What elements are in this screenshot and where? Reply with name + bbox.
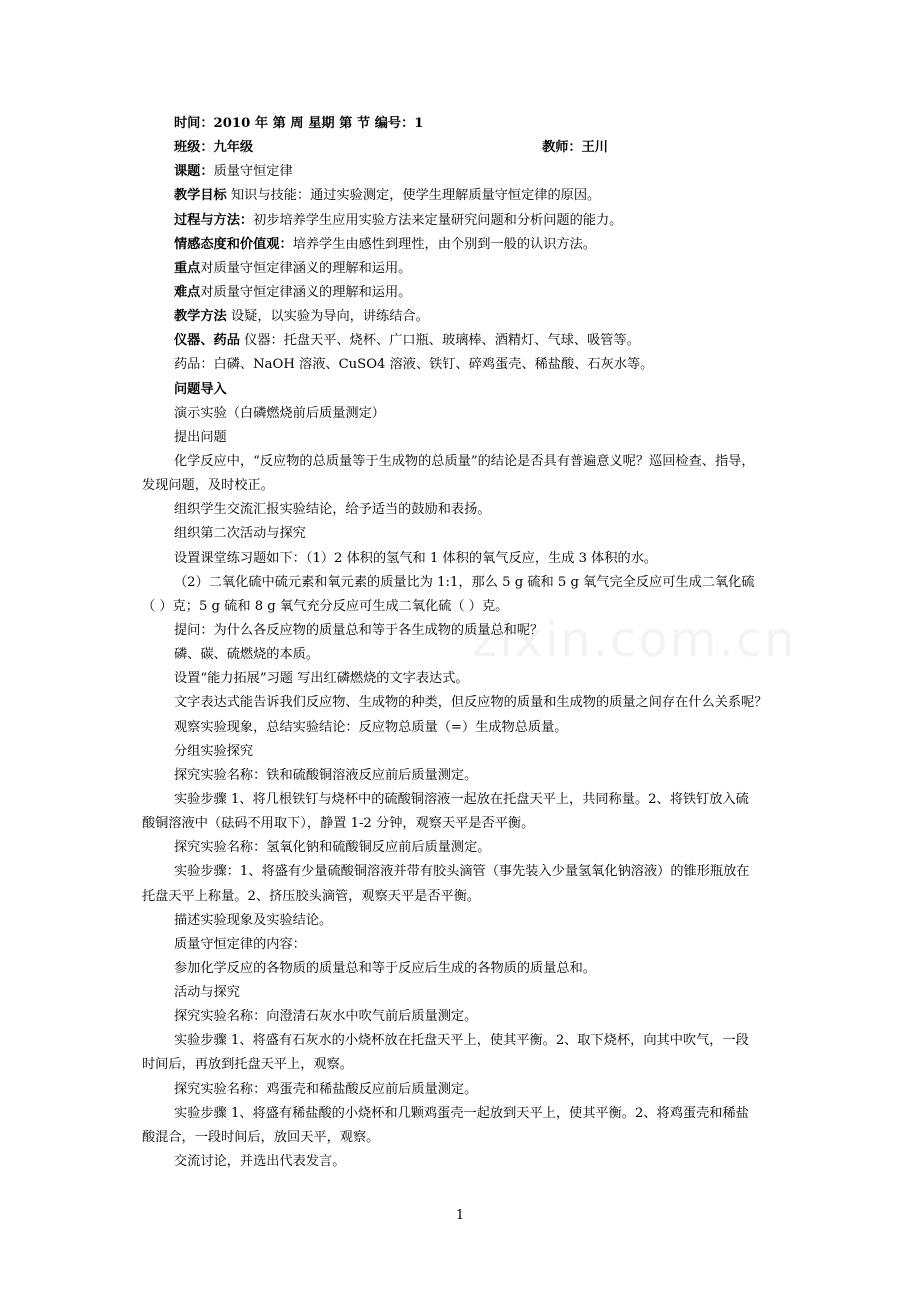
line-text: 实验步骤 1、将盛有稀盐酸的小烧杯和几颗鸡蛋壳一起放到天平上，使其平衡。2、将鸡蛋壳和稀盐 [174,1105,749,1121]
text-line [142,909,786,933]
text-line [142,1150,786,1174]
line-text: 对质量守恒定律涵义的理解和运用。 [200,260,412,276]
line-text: 仪器：托盘天平、烧杯、广口瓶、玻璃棒、酒精灯、气球、吸管等。 [239,333,640,349]
line-text: 探究实验名称：氢氧化钠和硫酸铜反应前后质量测定。 [174,840,491,856]
text-line [142,160,786,184]
line-label: 难点 [174,284,201,300]
text-line [142,474,786,498]
line-text: 酸铜溶液中（砝码不用取下），静置 1-2 分钟，观察天平是否平衡。 [142,816,535,832]
line-text: 探究实验名称：铁和硫酸铜溶液反应前后质量测定。 [174,767,478,783]
line-text: 初步培养学生应用实验方法来定量研究问题和分析问题的能力。 [253,212,623,228]
text-line [142,595,786,619]
text-line [142,426,786,450]
line-text: 知识与技能：通过实验测定，使学生理解质量守恒定律的原因。 [226,188,601,204]
text-line [142,788,786,812]
line-label: 教学方法 [174,309,227,325]
class-label: 班级：九年级 [174,140,254,156]
text-line [142,209,786,233]
line-text: 交流讨论，并选出代表发言。 [174,1154,346,1170]
line-text: 分组实验探究 [174,743,254,759]
line-label: 情感态度和价值观： [174,236,293,252]
teacher-label: 教师：王川 [542,140,608,156]
line-label: 课题： [174,164,214,180]
line-text: 组织学生交流汇报实验结论，给予适当的鼓励和表扬。 [174,502,491,518]
line-text: 磷、碳、硫燃烧的本质。 [174,647,320,663]
header-time-line: 时间：2010 年 第 周 星期 第 节 编号：1 [174,116,424,131]
line-text: 实验步骤 1、将盛有石灰水的小烧杯放在托盘天平上，使其平衡。2、取下烧杯，向其中吹气，一段 [174,1033,749,1049]
line-label: 教学目标 [174,188,227,204]
text-line [142,450,786,474]
line-text: 描述实验现象及实验结论。 [174,912,333,928]
line-text: 酸混合，一段时间后，放回天平，观察。 [142,1129,380,1145]
line-text: 对质量守恒定律涵义的理解和运用。 [200,284,412,300]
line-text: 探究实验名称：向澄清石灰水中吹气前后质量测定。 [174,1009,478,1025]
text-line [142,981,786,1005]
line-text: （ ）克；5 g 硫和 8 g 氧气充分反应可生成二氧化硫（ ）克。 [142,598,509,614]
line-text: （2）二氧化硫中硫元素和氧元素的质量比为 1:1，那么 5 g 硫和 5 g 氧气完全反应可生成二氧化硫 [174,574,755,590]
text-line [142,522,786,546]
line-label: 重点 [174,260,201,276]
text-line [142,1005,786,1029]
line-text: 观察实验现象，总结实验结论：反应物总质量（=）生成物总质量。 [174,719,568,735]
text-line [142,812,786,836]
text-line [142,1102,786,1126]
line-text: 质量守恒定律的内容： [174,936,306,952]
line-label: 仪器、药品 [174,333,240,349]
line-text: 发现问题，及时校正。 [142,478,274,494]
text-line [142,619,786,643]
text-line [142,860,786,884]
text-line [142,836,786,860]
text-line [142,571,786,595]
text-line [142,402,786,426]
text-line [142,184,786,208]
line-text: 提问：为什么各反应物的质量总和等于各生成物的质量总和呢？ [174,622,544,638]
text-line [142,643,786,667]
line-text: 设疑，以实验为导向，讲练结合。 [226,309,429,325]
line-text: 实验步骤：1、将盛有少量硫酸铜溶液并带有胶头滴管（事先装入少量氢氧化钠溶液）的锥形瓶放在 [174,864,750,880]
text-line [142,1078,786,1102]
line-text: 演示实验（白磷燃烧前后质量测定） [174,405,385,421]
text-line [142,933,786,957]
text-line [142,547,786,571]
line-text: 时间后，再放到托盘天平上，观察。 [142,1057,353,1073]
text-line [142,305,786,329]
line-text: 设置课堂练习题如下：（1）2 体积的氢气和 1 体积的氧气反应，生成 3 体积的水。 [174,550,658,566]
line-text: 托盘天平上称量。2、挤压胶头滴管，观察天平是否平衡。 [142,888,481,904]
text-line [142,257,786,281]
line-text: 活动与探究 [174,985,240,1001]
lesson-plan-body [142,112,786,1174]
line-text: 培养学生由感性到理性，由个别到一般的认识方法。 [292,236,596,252]
line-text: 探究实验名称：鸡蛋壳和稀盐酸反应前后质量测定。 [174,1081,478,1097]
line-text: 提出问题 [174,429,227,445]
text-line [142,233,786,257]
text-line [142,764,786,788]
line-label: 问题导入 [174,381,227,397]
page-number: 1 [455,1208,465,1223]
text-line [142,498,786,522]
line-text: 文字表达式能告诉我们反应物、生成物的种类，但反应物的质量和生成物的质量之间存在什么关系呢？ [174,695,768,711]
text-line [142,1029,786,1053]
text-line [142,378,786,402]
line-text: 药品：白磷、NaOH 溶液、CuSO4 溶液、铁钉、碎鸡蛋壳、稀盐酸、石灰水等。 [174,357,654,373]
header-class-row [142,136,786,160]
text-line [142,329,786,353]
text-line [142,1053,786,1077]
line-text: 质量守恒定律 [213,164,293,180]
body-lines [142,160,786,1174]
text-line [142,353,786,377]
line-text: 实验步骤 1、将几根铁钉与烧杯中的硫酸铜溶液一起放在托盘天平上，共同称量。2、将铁钉放入硫 [174,791,749,807]
text-line [142,957,786,981]
text-line [142,740,786,764]
line-text: 化学反应中，“反应物的总质量等于生成物的总质量”的结论是否具有普遍意义呢？巡回检查、指导， [174,453,755,469]
line-text: 参加化学反应的各物质的质量总和等于反应后生成的各物质的质量总和。 [174,960,596,976]
text-line [142,716,786,740]
line-text: 设置“能力拓展”习题 写出红磷燃烧的文字表达式。 [174,671,469,687]
text-line [142,281,786,305]
text-line [142,667,786,691]
line-label: 过程与方法： [174,212,254,228]
text-line [142,1126,786,1150]
line-text: 组织第二次活动与探究 [174,526,306,542]
text-line [142,691,786,715]
text-line [142,885,786,909]
